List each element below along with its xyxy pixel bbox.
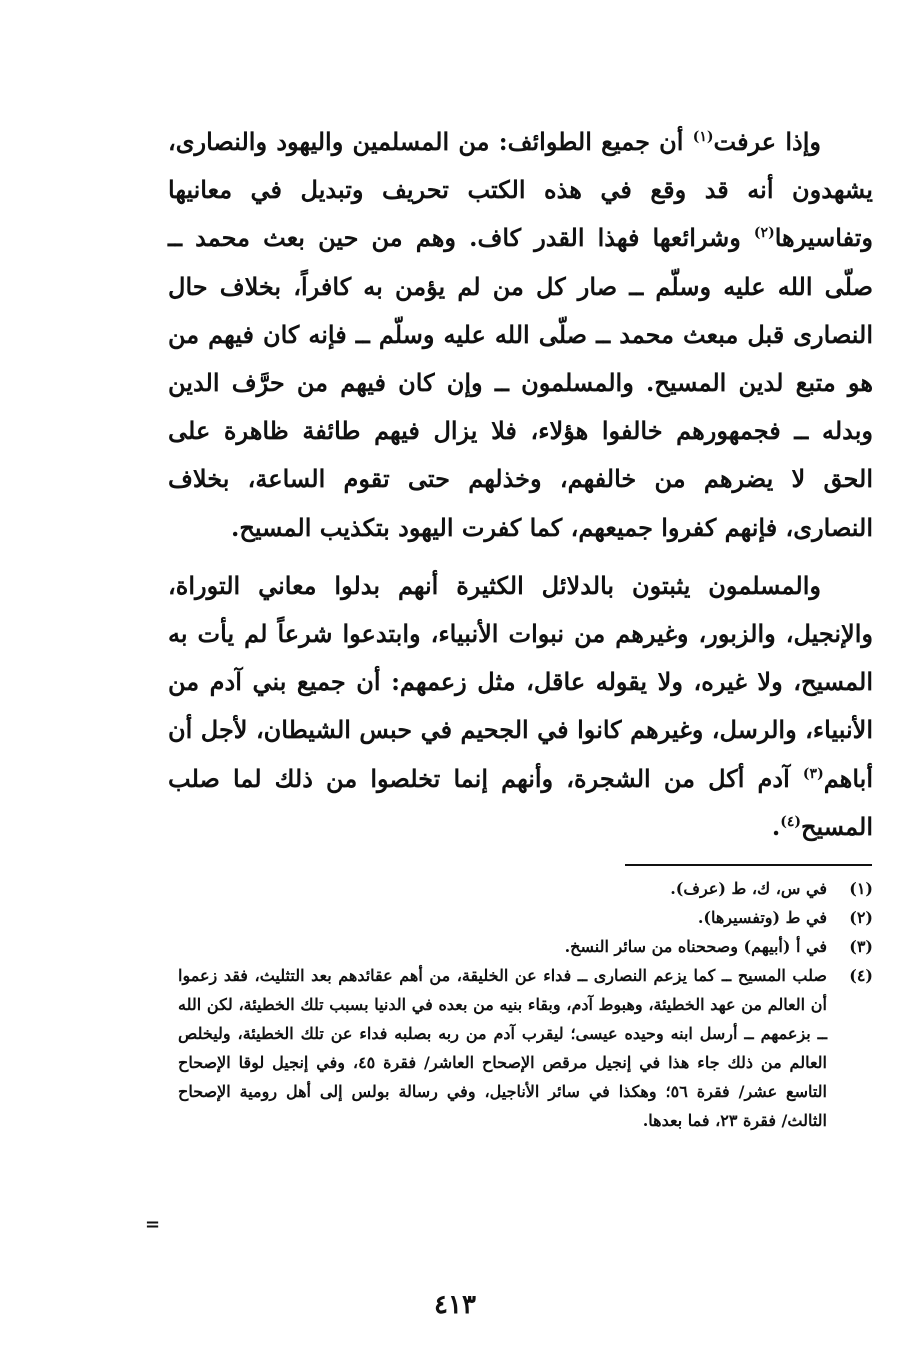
footnote-4	[178, 961, 873, 1135]
paragraph-1	[168, 118, 873, 552]
footnote-text: في أ (أبيهم) وصححناه من سائر النسخ.	[564, 937, 827, 956]
text-run: .	[771, 811, 781, 841]
footnotes	[178, 874, 873, 1135]
page-number: ٤١٣	[434, 1290, 476, 1320]
footnote-number: (٤)	[849, 966, 873, 985]
text-run: أن جميع الطوائف: من المسلمين واليهود والنصارى، يشهدون أنه قد وقع في هذه الكتب تحريف وتبديل في معانيها وتفاسيرها	[168, 127, 873, 253]
footnote-ref-4[interactable]: (٤)	[780, 813, 801, 830]
paragraph-2	[168, 562, 873, 851]
footnote-number: (٢)	[849, 908, 873, 927]
main-text	[168, 118, 873, 851]
footnote-text: في س، ك، ط (عرف).	[670, 879, 827, 898]
footnote-ref-1[interactable]: (١)	[692, 129, 714, 145]
footnote-separator	[625, 864, 872, 866]
text-run: وشرائعها فهذا القدر كاف. وهم من حين بعث محمد ــ صلّى الله عليه وسلّم ــ صار كل من لم يؤمن به كافراً، بخلاف حال النصارى قبل مبعث محمد ــ صلّى الله عليه وسلّم ــ فإنه كان فيهم من هو متبع لدين المسيح. والمسلمون ــ وإن كان فيهم من حرَّف الدين وبدله ــ فجمهورهم خالفوا هؤلاء، فلا يزال فيهم طائفة ظاهرة على الحق لا يضرهم من خالفهم، وخذلهم حتى تقوم الساعة، بخلاف النصارى، فإنهم كفروا جميعهم، كما كفرت اليهود بتكذيب المسيح.	[168, 223, 874, 542]
footnote-ref-2[interactable]: (٢)	[753, 225, 775, 242]
footnote-number: (١)	[849, 879, 873, 898]
continuation-mark: =	[145, 1214, 161, 1235]
footnote-number: (٣)	[849, 937, 873, 956]
text-run: وإذا عرفت	[713, 127, 821, 156]
text-run: آدم أكل من الشجرة، وأنهم إنما تخلصوا من ذلك لما صلب المسيح	[168, 763, 873, 841]
footnote-text: في ط (وتفسيرها).	[697, 908, 827, 927]
footnote-ref-3[interactable]: (٣)	[802, 765, 824, 782]
footnote-2	[178, 903, 873, 932]
footnote-3	[178, 932, 873, 961]
footnote-text: صلب المسيح ــ كما يزعم النصارى ــ فداء عن الخليقة، من أهم عقائدهم بعد التثليث، فقد زعموا أن العالم من عهد الخطيئة، وهبوط آدم، وبقاء بنيه من بعده في الدنيا بسبب تلك الخطيئة، لكن الله ــ بزعمهم ــ أرسل ابنه وحيده عيسى؛ ليقرب آدم من ربه بصلبه فداء عن تلك الخطيئة، وليخلص العالم من ذلك جاء هذا في إنجيل مرقص الإصحاح العاشر/ فقرة ٤٥، وفي إنجيل لوقا الإصحاح التاسع عشر/ فقرة ٥٦؛ وهكذا في سائر الأناجيل، وفي رسالة بولس إلى أهل رومية الإصحاح الثالث/ فقرة ٢٣، فما بعدها.	[178, 966, 827, 1130]
footnote-1	[178, 874, 873, 903]
text-run: والمسلمون يثبتون بالدلائل الكثيرة أنهم بدلوا معاني التوراة، والإنجيل، والزبور، وغيرهم من نبوات الأنبياء، وابتدعوا شرعاً لم يأت به المسيح، ولا غيره، ولا يقوله عاقل، مثل زعمهم: أن جميع بني آدم من الأنبياء، والرسل، وغيرهم كانوا في الجحيم في حبس الشيطان، لأجل أن أباهم	[168, 570, 873, 793]
